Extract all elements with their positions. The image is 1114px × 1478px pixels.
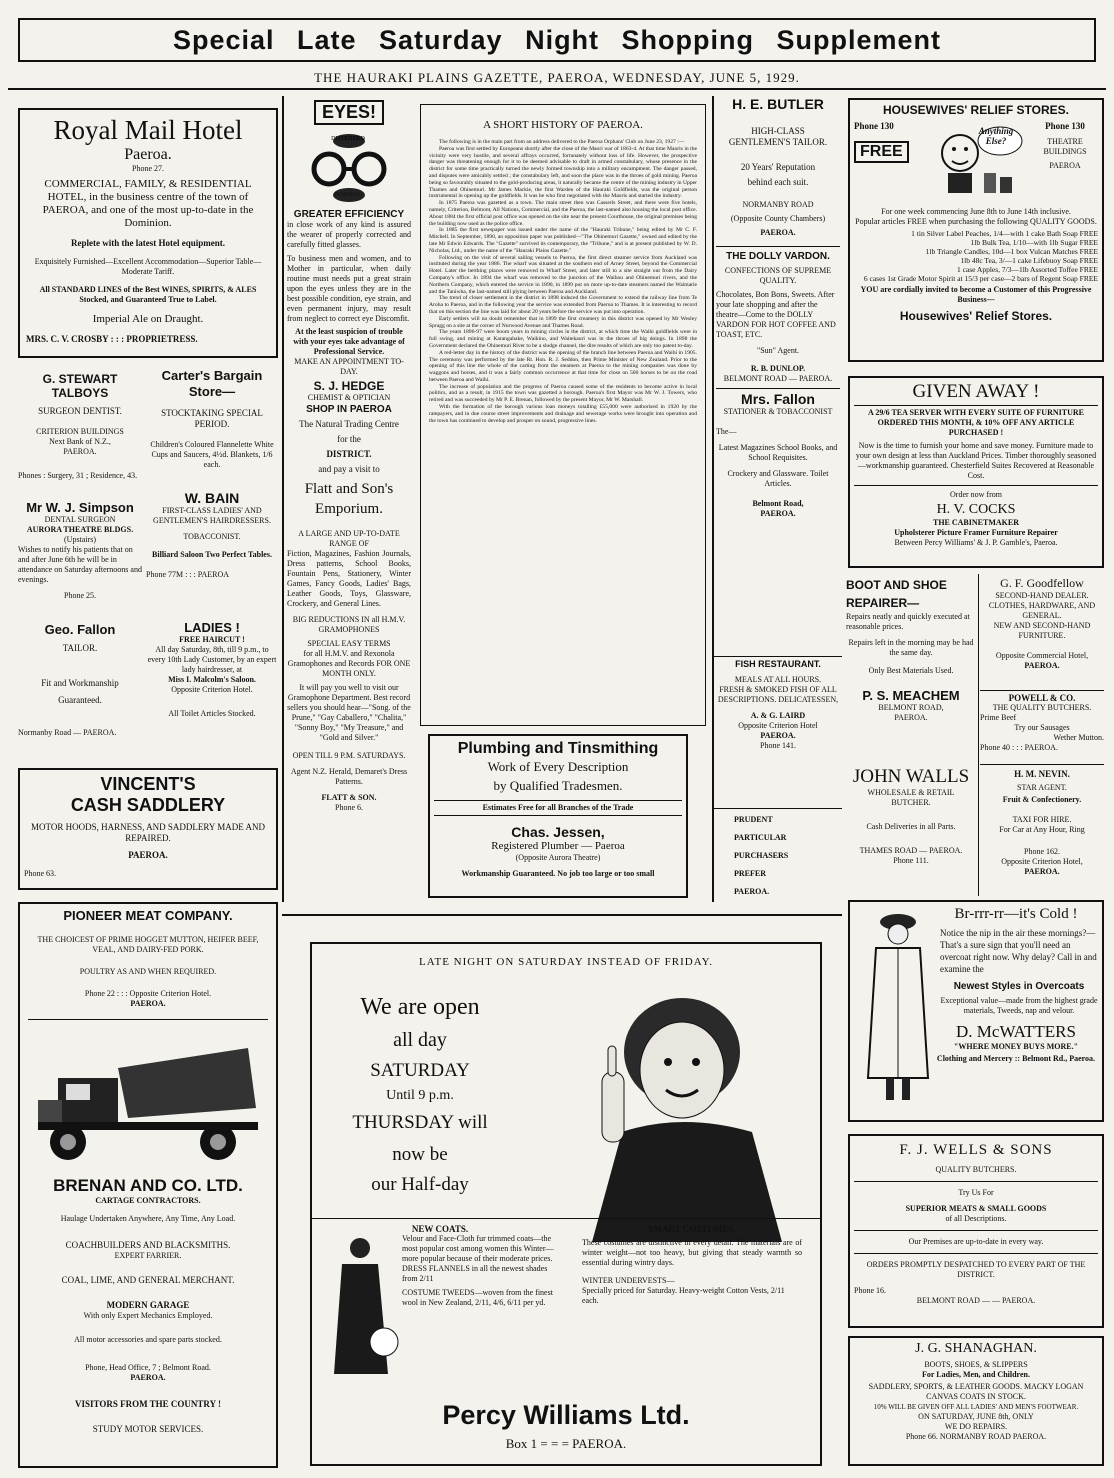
wells-l4: of all Descriptions.: [945, 1214, 1007, 1223]
ad-given-away: [848, 376, 1104, 568]
ad-percy-williams: [310, 942, 822, 1466]
housewives-l2: Popular articles FREE when purchasing the following QUALITY GOODS.: [855, 217, 1097, 226]
eyes-t1: in close work of any kind is assured the wearer of properly corrected and carefully fitted glasses.: [287, 220, 411, 249]
mcwatters-head: Br-rrr-rr—it's Cold !: [954, 906, 1078, 922]
percy-cost-h: SMART COSTUMES.: [648, 1224, 736, 1234]
carters-item: Children's Coloured Flannelette White Cups and Saucers, 4½d. Blankets, 1/6 each.: [150, 440, 274, 469]
percy-h1: We are open: [360, 994, 480, 1020]
hotel-ale: Imperial Ale on Draught.: [92, 313, 204, 325]
hedge-sub: CHEMIST & OPTICIAN: [307, 393, 391, 400]
goodfellow-l4: PAEROA.: [1024, 661, 1060, 670]
talboys-phones: Phones : Surgery, 31 ; Residence, 43.: [18, 471, 138, 480]
shanaghan-l4: 10% WILL BE GIVEN OFF ALL LADIES' AND MEN'S FOOTWEAR.: [873, 1403, 1079, 1411]
mrs-fallon-l2: The—: [716, 427, 737, 436]
flatt-open: OPEN TILL 9 P.M. SATURDAYS.: [292, 751, 406, 760]
talboys-town: PAEROA.: [63, 447, 97, 456]
ad-flatt-son: [284, 404, 414, 912]
divider: [854, 1230, 1098, 1231]
flatt-district: DISTRICT.: [326, 449, 372, 459]
housewives-item: 1lb 48c Tea, 3/—1 cake Lifebuoy Soap FREE: [960, 256, 1098, 265]
hotel-town: Paeroa.: [124, 146, 172, 163]
percy-coats-text: Velour and Face-Cloth fur trimmed coats—the most popular cost among women this Winter—more popular because of their moderate prices.: [402, 1234, 554, 1263]
carters-name: Carter's Bargain Store—: [161, 368, 263, 399]
talboys-name: G. STEWART TALBOYS: [42, 372, 118, 400]
plumbing-opp: (Opposite Aurora Theatre): [515, 853, 601, 862]
percy-h6: now be: [392, 1144, 448, 1165]
brenan-name: BRENAN AND CO. LTD.: [53, 1176, 243, 1195]
bain-sub: FIRST-CLASS LADIES' AND GENTLEMEN'S HAIRDRESSERS.: [153, 506, 271, 525]
plumbing-l2: by Qualified Tradesmen.: [493, 778, 623, 793]
simpson-role: DENTAL SURGEON: [44, 515, 116, 524]
article-history: [420, 104, 706, 726]
brenan-l11: VISITORS FROM THE COUNTRY !: [74, 1399, 222, 1409]
nevin-l6: Opposite Criterion Hotel,: [1001, 857, 1083, 866]
fish-l1: MEALS AT ALL HOURS.: [734, 675, 822, 684]
flatt-name: Flatt and Son's Emporium.: [304, 481, 394, 517]
housewives-l3: YOU are cordially invited to become a Customer of this Progressive Business—: [860, 285, 1092, 304]
ad-carters: [146, 368, 278, 486]
vincent-l1: MOTOR HOODS, HARNESS, AND SADDLERY MADE AND REPAIRED.: [30, 822, 266, 843]
section-rule: [282, 914, 842, 916]
divider: [854, 485, 1098, 486]
ad-housewives: [848, 98, 1104, 362]
ad-eyes-hedge: [284, 100, 414, 400]
housewives-theatre: THEATRE BUILDINGS: [1043, 137, 1087, 156]
brenan-l10: PAEROA.: [130, 1373, 166, 1382]
dateline-rule: [8, 88, 1106, 90]
mcwatters-motto: "WHERE MONEY BUYS MORE.": [953, 1042, 1079, 1051]
fish-name: FISH RESTAURANT.: [735, 659, 821, 669]
bain-name: W. BAIN: [184, 490, 240, 506]
ad-powell: [980, 690, 1104, 762]
butler-l2: GENTLEMEN'S TAILOR.: [728, 137, 828, 147]
divider: [716, 246, 840, 247]
eyes-t2: To business men and women, and to Mother in particular, when daily routine must needs put a great strain upon the eyes unless they are in the best possible condition, eye strain, and even permanent injury, may result from neglect to correct eye Discomfit.: [287, 254, 411, 323]
wells-l3: SUPERIOR MEATS & SMALL GOODS: [905, 1204, 1047, 1213]
percy-flannels: DRESS FLANNELS in all the newest shades from 2/11: [402, 1264, 548, 1283]
bain-billiard: Billiard Saloon Two Perfect Tables.: [152, 550, 272, 559]
hedge-name: S. J. HEDGE: [313, 379, 385, 393]
ad-butler: [714, 96, 842, 656]
flatt-shop: SHOP IN PAEROA: [306, 404, 392, 415]
dolly-l2: Chocolates, Bon Bons, Sweets. After your late shopping and after the theatre—Come to the DOLLY VARDON FOR HOT COFFEE AND TOAST, ETC.: [716, 290, 836, 339]
butler-l5: NORMANBY ROAD: [742, 200, 814, 209]
percy-top: LATE NIGHT ON SATURDAY INSTEAD OF FRIDAY.: [419, 956, 713, 968]
pioneer-divider: [28, 1019, 268, 1020]
fish-l2: FRESH & SMOKED FISH OF ALL DESCRIPTIONS. DELICATESSEN,: [717, 685, 839, 704]
mcwatters-newest: Newest Styles in Overcoats: [953, 981, 1085, 992]
mcwatters-text: Notice the nip in the air these mornings?—That's a sure sign that you'll need an overcoat right now. Why delay? Call in and examine the: [940, 928, 1097, 974]
housewives-items: [854, 229, 1098, 283]
percy-h2: all day: [393, 1029, 447, 1051]
divider: [716, 388, 840, 389]
geo-fallon-addr: Normanby Road — PAEROA.: [18, 728, 117, 737]
history-paragraph: The increase of population and the progress of Paeroa caused some of the residents to become active in local politics, and as a result, in 1915 the town was gazetted a borough. Paeroa's first Mayor was Mr W. J. Towers, who retired and was succeeded by Mr P. E. Brenan, followed by the present Mayor, Mr W. Marshall.: [429, 383, 697, 404]
ad-ladies-haircut: [146, 620, 278, 746]
ad-simpson: [18, 500, 142, 618]
wells-l8: BELMONT ROAD — — PAEROA.: [916, 1296, 1036, 1305]
ladies-sub: FREE HAIRCUT !: [179, 635, 245, 644]
ad-shanaghan: [848, 1336, 1104, 1466]
percy-coats: [322, 1224, 558, 1384]
hotel-title: Royal Mail Hotel: [53, 115, 243, 145]
history-paragraph: A red-letter day in the history of the district was the opening of the branch line between Paeroa and Waihi in 1905. The ceremony was performed by the late Rt. Hon. R. J. Seddon, then Prime Minister of New Zealand. Prior to the opening of this line the whole of the carting from the steamers at Paeroa to the mining companies was done by waggons and horses, and it was a fairly common occurrence at that time for close on 500 horses to be on the road between Paeroa and Waihi.: [429, 349, 697, 383]
butler-l4: behind each suit.: [747, 177, 809, 187]
cocks-name: H. V. COCKS: [936, 502, 1016, 517]
prudent-l2: PARTICULAR: [734, 833, 787, 842]
eyes-label-distended: DISTENDED: [331, 136, 365, 142]
given-l1: A 29/6 TEA SERVER WITH EVERY SUITE OF FURNITURE ORDERED THIS MONTH, & 10% OFF ANY ARTICLE PURCHASED !: [868, 408, 1084, 437]
vincent-name2: CASH SADDLERY: [70, 795, 226, 815]
fish-l4: Opposite Criterion Hotel: [738, 721, 818, 730]
powell-l3: Try our Sausages: [1014, 723, 1070, 732]
coat-figure-illustration: [322, 1234, 402, 1384]
dolly-l4: R. B. DUNLOP.: [750, 364, 806, 373]
fish-l5: PAEROA.: [760, 731, 796, 740]
shanaghan-name: J. G. SHANAGHAN.: [915, 1341, 1037, 1356]
vincent-phone: Phone 63.: [24, 869, 56, 878]
flatt-items: Fiction, Magazines, Fashion Journals, Dress patterns, School Books, Fountain Pens, Stationery, Winter Games, Fancy Goods, Ladies' Bags, Leather Goods, Toys, Glassware, Crockery, and General Lines.: [287, 549, 411, 608]
history-paragraph: In 1885 the first newspaper was issued under the name of the "Hauraki Tribune," being edited by Mr C. F. Mitchell. In September, 1890, an opposition paper was published—"The Ohinemuri Gazette," owned and edited by the late Mr Edwin Edwards. The "Gazette" survived its contemporary, the "Tribune," and is at present published by W. D. Nicholas, Ltd., under the name of the "Hauraki Plains Gazette.": [429, 227, 697, 254]
housewives-item: 1lb Bulk Tea, 1/10—with 1lb Sugar FREE: [970, 238, 1098, 247]
ad-wells: [848, 1134, 1104, 1328]
ad-talboys: [18, 372, 142, 494]
ad-goodfellow: [980, 576, 1104, 688]
boot-l4: BELMONT ROAD,: [878, 703, 944, 712]
percy-tweeds: COSTUME TWEEDS—woven from the finest wool in New Zealand, 2/11, 4/6, 6/11 per yd.: [402, 1288, 553, 1307]
housewives-phone-left: Phone 130: [854, 121, 894, 131]
percy-coats-h: NEW COATS.: [411, 1224, 469, 1234]
ad-bain: [146, 490, 278, 610]
wells-l1: QUALITY BUTCHERS.: [935, 1165, 1017, 1174]
walls-name: JOHN WALLS: [852, 766, 970, 787]
history-paragraph: Paeroa was first settled by Europeans shortly after the close of the Maori war of 1863-4. At that time Maoris in the vicinity were very hostile, and several affrays occurred, fortunately without loss of life. However, the prospective danger was threatening enough for it to be deemed advisable to draft in armed constabulary, whose presence in the district for some time practically turned the newly formed township into a military encampment. The danger passed, and disputes were amicably settled ; the constabulary left, and soon the place was in the throes of gold mining. Paeroa being so favourably situated to the gold-producing areas, it naturally became the centre of the mining industry in Upper Thames and Ohinemuri. Mr James Mackie, the first Warden of the Hauraki Goldfields, was the original person instrumental in opening up the goldfields. It was he who first negotiated with the Maoris and started the industry.: [429, 145, 697, 200]
dolly-l3: "Sun" Agent.: [756, 346, 800, 355]
flatt-for: for the: [337, 434, 361, 444]
history-paragraph: Following on the visit of several sailing vessels to Paeroa, the first direct steamer service from Auckland was instituted during the year 1886. The wharf was situated at the southern end of Arney Street, beyond the Commercial Hotel. Later the berthing places were removed to Wharf Street, and later still to a site straight out from the Dairy Company's office. In 1894 the wharf was removed to the junction of the Waihou and Ohinemuri rivers, and the Northern Company, which entered the service in 1890, in 1899 put on more up-to-date steamers named the Waimarie and the Taniwha, the last-named still plying between Paeroa and Auckland.: [429, 254, 697, 295]
boot-l5: PAEROA.: [894, 713, 928, 722]
masthead-title: Special Late Saturday Night Shopping Supplement: [172, 25, 942, 55]
flatt-pay: It will pay you well to visit our Gramophone Department. Best record sellers you should hear—"Song. of the Prune," "Gay Caballero," "Chalita," "Sonny Boy," "My Treasure," and "Gold and Silver.": [287, 683, 411, 742]
nevin-name: H. M. NEVIN.: [1014, 769, 1070, 779]
eyes-head: EYES!: [314, 100, 384, 125]
flatt-sign: FLATT & SON.: [321, 793, 377, 802]
prudent-l5: PAEROA.: [734, 887, 770, 896]
ad-pioneer-brenan: [18, 902, 278, 1468]
nevin-l3: TAXI FOR HIRE.: [1012, 815, 1072, 824]
vincent-name: VINCENT'S: [100, 774, 196, 794]
housewives-sign: Housewives' Relief Stores.: [899, 309, 1053, 323]
brenan-l8: All motor accessories and spare parts stocked.: [74, 1335, 222, 1344]
boot-head: BOOT AND SHOE REPAIRER—: [846, 578, 947, 610]
column-rule-3: [978, 574, 979, 896]
nevin-l4: For Car at Any Hour, Ring: [999, 825, 1085, 834]
pioneer-l1: THE CHOICEST OF PRIME HOGGET MUTTON, HEIFER BEEF, VEAL, AND DAIRY-FED PORK.: [37, 935, 259, 954]
housewives-l1: For one week commencing June 8th to June 14th inclusive.: [881, 207, 1071, 216]
walls-l2: BUTCHER.: [891, 798, 931, 807]
housewives-free: FREE: [854, 141, 909, 163]
history-paragraph: The trend of closer settlement in the district in 1898 induced the Government to extend the railway line from Te Aroha to Paeroa, and in the following year the service was extended from Paeroa to Thames. It is interesting to record that on this section the line was laid for about 20 years before the service was put into operation.: [429, 295, 697, 315]
plumbing-est: Estimates Free for all Branches of the Trade: [434, 800, 682, 816]
butler-l3: 20 Years' Reputation: [740, 162, 816, 172]
cocks-trades: Upholsterer Picture Framer Furniture Repairer: [894, 528, 1058, 537]
mcwatters-name: D. McWATTERS: [956, 1022, 1076, 1041]
ad-john-walls: [846, 766, 976, 894]
overcoat-man-illustration: [858, 908, 938, 1108]
housewives-item: 1 tin Silver Label Peaches, 1/4—with 1 cake Bath Soap FREE: [911, 229, 1098, 238]
geo-fallon-fit: Fit and Workmanship: [41, 678, 119, 688]
powell-l2: Prime Beef: [980, 713, 1017, 722]
powell-name: POWELL & CO.: [1008, 693, 1076, 703]
fish-l3: A. & G. LAIRD: [750, 711, 806, 720]
hotel-owner: MRS. C. V. CROSBY : : : PROPRIETRESS.: [26, 334, 198, 344]
wells-l2: Try Us For: [958, 1188, 994, 1197]
hotel-standard: All STANDARD LINES of the Best WINES, SPIRITS, & ALES Stocked, and Guaranteed True to Label.: [39, 285, 257, 304]
hotel-phone: Phone 27.: [132, 164, 164, 173]
prudent-l1: PRUDENT: [734, 815, 773, 824]
history-paragraph: In 1875 Paeroa was gazetted as a town. The main street then was Casserls Street, and there were five hotels, namely, Criterion, Belmont, All Nations, Commercial, and the Paeroa, the last-named also housing the local post office. About 1884 the first official post office was opened on the site near the present Courthouse, the original premises being the building now used as the police office.: [429, 200, 697, 227]
divider: [854, 1253, 1098, 1254]
eyes-eff: GREATER EFFICIENCY: [293, 209, 405, 220]
history-paragraph: Early settlers will no doubt remember that in 1899 the first creamery in this district was opened by Mr Wesley Spragg on a site at the corner of Norwood Avenue and Thames Road.: [429, 315, 697, 329]
boot-l1: Repairs neatly and quickly executed at reasonable prices.: [846, 612, 970, 631]
pioneer-l4: PAEROA.: [130, 999, 166, 1008]
nevin-l5: Phone 162.: [1024, 847, 1060, 856]
percy-h3: SATURDAY: [370, 1060, 470, 1081]
percy-costumes: [574, 1224, 810, 1306]
eyes-t4: MAKE AN APPOINTMENT TO-DAY.: [294, 357, 404, 376]
mcwatters-l1: Exceptional value—made from the highest grade materials, Tweeds, nap and velour.: [940, 996, 1098, 1015]
percy-under-text: Specially priced for Saturday. Heavy-weight Cotton Vests, 2/11 each.: [582, 1286, 785, 1305]
simpson-text: Wishes to notify his patients that on and after June 6th he will be in attendance on Saturday afternoons and evenings.: [18, 545, 142, 584]
talboys-addr: Next Bank of N.Z.,: [49, 437, 111, 446]
goodfellow-l1: SECOND-HAND DEALER. CLOTHES, HARDWARE, AND GENERAL.: [988, 591, 1096, 620]
dolly-name: THE DOLLY VARDON.: [726, 251, 830, 262]
flatt-centre: The Natural Trading Centre: [299, 419, 399, 429]
flatt-visit: and pay a visit to: [318, 464, 380, 474]
ad-boot-repairer: [846, 576, 976, 764]
walls-l5: Phone 111.: [893, 856, 929, 865]
ad-vincent-saddlery: [18, 768, 278, 890]
history-paragraph: The following is in the main part from an address delivered to the Paeroa Orphans' Club on June 23, 1927 :—: [439, 139, 685, 145]
dolly-l1: CONFECTIONS OF SUPREME QUALITY.: [724, 266, 832, 285]
geo-fallon-guar: Guaranteed.: [58, 695, 102, 705]
mrs-fallon-l5: Belmont Road,: [752, 499, 804, 508]
geo-fallon-name: Geo. Fallon: [44, 622, 116, 637]
wells-l5: Our Premises are up-to-date in every way.: [908, 1237, 1044, 1246]
walls-l1: WHOLESALE & RETAIL: [867, 788, 955, 797]
hotel-replete: Replete with the latest Hotel equipment.: [71, 238, 225, 248]
percy-h4: Until 9 p.m.: [386, 1088, 454, 1103]
brenan-l12: STUDY MOTOR SERVICES.: [92, 1424, 204, 1434]
flatt-agent: Agent N.Z. Herald, Demaret's Dress Patterns.: [290, 767, 408, 786]
ad-prudent: [714, 808, 842, 904]
geo-fallon-role: TAILOR.: [62, 643, 98, 653]
powell-l4: Wether Mutton.: [1053, 733, 1104, 742]
meachem-name: P. S. MEACHEM: [862, 688, 960, 703]
truck-illustration: [28, 1038, 268, 1168]
vincent-l2: PAEROA.: [128, 850, 168, 860]
prudent-l4: PREFER: [734, 869, 766, 878]
flatt-range: A LARGE AND UP-TO-DATE RANGE OF: [298, 529, 400, 548]
nevin-l7: PAEROA.: [1024, 867, 1060, 876]
wells-l6: ORDERS PROMPTLY DESPATCHED TO EVERY PART OF THE DISTRICT.: [866, 1260, 1086, 1279]
prudent-l3: PURCHASERS: [734, 851, 789, 860]
powell-l5: Phone 40 : : : PAEROA.: [980, 743, 1058, 752]
mrs-fallon-l3: Latest Magazines School Books, and School Requisites.: [718, 443, 838, 462]
simpson-bldg: AURORA THEATRE BLDGS.: [26, 525, 134, 534]
bain-phone: Phone 77M : : : PAEROA: [146, 570, 230, 579]
housewives-item: 6 cases 1st Grade Motor Spirit at 15/3 per case—2 bars of Regent Soap FREE: [863, 274, 1098, 283]
given-l2: Now is the time to furnish your home and save money. Furniture made to your own design at less than Auckland Prices. Timber thoroughly seasoned—workmanship guaranteed. Chesterfield Suites Recovered at Reasonable Cost.: [855, 441, 1097, 480]
flatt-phone: Phone 6.: [335, 803, 363, 812]
pioneer-l2: POULTRY AS AND WHEN REQUIRED.: [79, 967, 217, 976]
flatt-big: BIG REDUCTIONS IN all H.M.V. GRAMOPHONES: [292, 615, 406, 634]
percy-headline: [320, 990, 520, 1200]
nevin-l1: STAR AGENT.: [1017, 783, 1067, 792]
shanaghan-l1: BOOTS, SHOES, & SLIPPERS: [924, 1360, 1028, 1369]
housewives-name: HOUSEWIVES' RELIEF STORES.: [883, 103, 1069, 117]
percy-under-h: WINTER UNDERVESTS—: [582, 1276, 675, 1285]
brenan-l7: With only Expert Mechanics Employed.: [83, 1311, 213, 1320]
carters-sale: STOCKTAKING SPECIAL PERIOD.: [161, 408, 263, 429]
woman-pointing-illustration: [532, 982, 792, 1242]
mrs-fallon-name: Mrs. Fallon: [741, 391, 815, 407]
shanaghan-l7: Phone 66. NORMANBY ROAD PAEROA.: [905, 1432, 1047, 1441]
plumbing-name: Chas. Jessen,: [511, 824, 605, 840]
shanaghan-l2: For Ladies, Men, and Children.: [922, 1370, 1030, 1379]
walls-l4: THAMES ROAD — PAEROA.: [859, 846, 963, 855]
eyes-label-normal: NORMAL: [334, 192, 361, 198]
boot-l3: Only Best Materials Used.: [868, 666, 954, 675]
simpson-phone: Phone 25.: [64, 591, 96, 600]
ad-geo-fallon: [18, 622, 142, 748]
pioneer-name: PIONEER MEAT COMPANY.: [63, 908, 233, 923]
divider: [312, 1218, 820, 1219]
brenan-l3: COACHBUILDERS AND BLACKSMITHS.: [65, 1240, 231, 1250]
cocks-addr: Between Percy Williams' & J. P. Gamble's, Paeroa.: [894, 538, 1058, 547]
plumbing-guar: Workmanship Guaranteed. No job too large or too small: [461, 869, 655, 878]
talboys-bldg: CRITERION BUILDINGS: [36, 427, 124, 436]
simpson-up: (Upstairs): [64, 535, 96, 544]
plumbing-reg: Registered Plumber — Paeroa: [491, 840, 625, 852]
percy-h7: our Half-day: [371, 1174, 469, 1195]
dateline: THE HAURAKI PLAINS GAZETTE, PAEROA, WEDNESDAY, JUNE 5, 1929.: [314, 70, 800, 85]
wells-l7: Phone 16.: [854, 1286, 886, 1295]
plumbing-title: Plumbing and Tinsmithing: [457, 740, 659, 757]
mrs-fallon-l6: PAEROA.: [760, 509, 796, 518]
housewives-phone-right: Phone 130: [1045, 121, 1085, 131]
ad-plumbing: [428, 734, 688, 898]
history-paragraph: The years 1896-97 were boom years in mining circles in the district, at which time the Waihi goldfields were in full swing, and mining at Karangahake, Waikino, and Waitekauri was in the throes of big doings. In 1898 the Government declared the Ohinemuri River to be a sludge channel, the dire results of which are only too patent to-day.: [429, 329, 697, 349]
pioneer-l3: Phone 22 : : : Opposite Criterion Hotel.: [84, 989, 212, 998]
divider: [854, 1181, 1098, 1182]
butler-l7: PAEROA.: [760, 228, 796, 237]
hotel-desc: COMMERCIAL, FAMILY, & RESIDENTIAL HOTEL, in the business centre of the town of PAEROA, and one of the most up-to-date in the Dominion.: [42, 178, 254, 229]
ad-royal-mail-hotel: [18, 108, 278, 358]
ladies-name: Miss I. Malcolm's Saloon.: [168, 675, 256, 684]
boot-l2: Repairs left in the morning may be had the same day.: [848, 638, 974, 657]
ladies-opp: Opposite Criterion Hotel.: [171, 685, 253, 694]
cocks-sub: THE CABINETMAKER: [932, 518, 1019, 527]
butler-l1: HIGH-CLASS: [751, 126, 805, 136]
shanaghan-l3: SADDLERY, SPORTS, & LEATHER GOODS. MACKY LOGAN CANVAS COATS IN STOCK.: [868, 1382, 1084, 1401]
history-body: [429, 139, 697, 424]
simpson-name: Mr W. J. Simpson: [26, 500, 134, 515]
brenan-l5: COAL, LIME, AND GENERAL MERCHANT.: [61, 1275, 235, 1285]
ladies-stock: All Toilet Articles Stocked.: [168, 709, 256, 718]
ad-fish: [714, 656, 842, 806]
brenan-l1: CARTAGE CONTRACTORS.: [95, 1196, 201, 1205]
ladies-text: All day Saturday, 8th, till 9 p.m., to every 10th Lady Customer, by an expert lady hairdresser, at: [147, 645, 277, 674]
talboys-role: SURGEON DENTIST.: [38, 406, 122, 416]
flatt-terms: SPECIAL EASY TERMS: [307, 639, 391, 648]
history-title: A SHORT HISTORY OF PAEROA.: [483, 119, 643, 131]
butler-name: H. E. BUTLER: [732, 96, 824, 112]
fish-l6: Phone 141.: [760, 741, 796, 750]
mcwatters-l2: Clothing and Mercery :: Belmont Rd., Paeroa.: [936, 1054, 1096, 1063]
mrs-fallon-l1: STATIONER & TOBACCONIST: [723, 407, 833, 416]
shanaghan-l5: ON SATURDAY, JUNE 8th, ONLY: [918, 1412, 1034, 1421]
wells-name: F. J. WELLS & SONS: [899, 1142, 1053, 1158]
butler-l6: (Opposite County Chambers): [730, 214, 826, 223]
housewives-item: 1 case Apples, 7/3—1lb Assorted Toffee FREE: [956, 265, 1098, 274]
brenan-l9: Phone, Head Office, 7 ; Belmont Road.: [85, 1363, 211, 1372]
percy-box: Box 1 = = = PAEROA.: [505, 1436, 627, 1451]
ladies-head: LADIES !: [184, 620, 240, 635]
goodfellow-l2: NEW AND SECOND-HAND FURNITURE.: [993, 621, 1091, 640]
ad-nevin: [980, 764, 1104, 894]
housewives-bubble: Anything Else?: [978, 126, 1014, 146]
flatt-gram: for all H.M.V. and Rexonola Gramophones and Records FOR ONE MONTH ONLY.: [287, 649, 411, 678]
housewives-town: PAEROA: [1049, 161, 1081, 170]
plumbing-l1: Work of Every Description: [487, 759, 629, 774]
brenan-l6: MODERN GARAGE: [106, 1300, 190, 1310]
eyes-t3: At the least suspicion of trouble with your eyes take advantage of Professional Service.: [293, 327, 405, 356]
history-paragraph: With the formation of the borough various loan moneys totalling £55,000 were authorised in 1920 by the ratepayers, and in due course street improvements and drainage and sewerage works were brought into operation and the town has continued to develop and prosper on sound, progressive lines.: [429, 404, 697, 424]
percy-h5: THURSDAY will: [352, 1112, 488, 1133]
percy-name: Percy Williams Ltd.: [442, 1400, 690, 1430]
powell-l1: THE QUALITY BUTCHERS.: [992, 703, 1092, 712]
mrs-fallon-l4: Crockery and Glassware. Toilet Articles.: [727, 469, 829, 488]
nevin-l2: Fruit & Confectionery.: [1002, 795, 1082, 804]
shanaghan-l6: WE DO REPAIRS.: [944, 1422, 1008, 1431]
walls-l3: Cash Deliveries in all Parts.: [866, 822, 956, 831]
ad-mcwatters: [848, 900, 1104, 1122]
given-l3: Order now from: [950, 490, 1002, 499]
dolly-l5: BELMONT ROAD — PAEROA.: [723, 374, 833, 383]
goodfellow-l3: Opposite Commercial Hotel,: [995, 651, 1089, 660]
housewives-item: 1lb Triangle Candles, 10d—1 box Vulcan Matches FREE: [925, 247, 1098, 256]
bain-tob: TOBACCONIST.: [183, 532, 241, 541]
masthead-banner: [18, 18, 1096, 62]
brenan-l2: Haulage Undertaken Anywhere, Any Time, Any Load.: [60, 1214, 236, 1223]
goodfellow-name: G. F. Goodfellow: [1000, 576, 1084, 590]
given-head: GIVEN AWAY !: [912, 381, 1040, 402]
hotel-furnished: Exquisitely Furnished—Excellent Accommodation—Superior Table—Moderate Tariff.: [34, 257, 262, 276]
brenan-l4: EXPERT FARRIER.: [114, 1251, 182, 1260]
divider: [854, 405, 1098, 406]
percy-cost-text: These costumes are distinctive in every detail. The materials are of winter weight—not too heavy, but giving that steady warmth so essential during wintry days.: [582, 1238, 802, 1267]
